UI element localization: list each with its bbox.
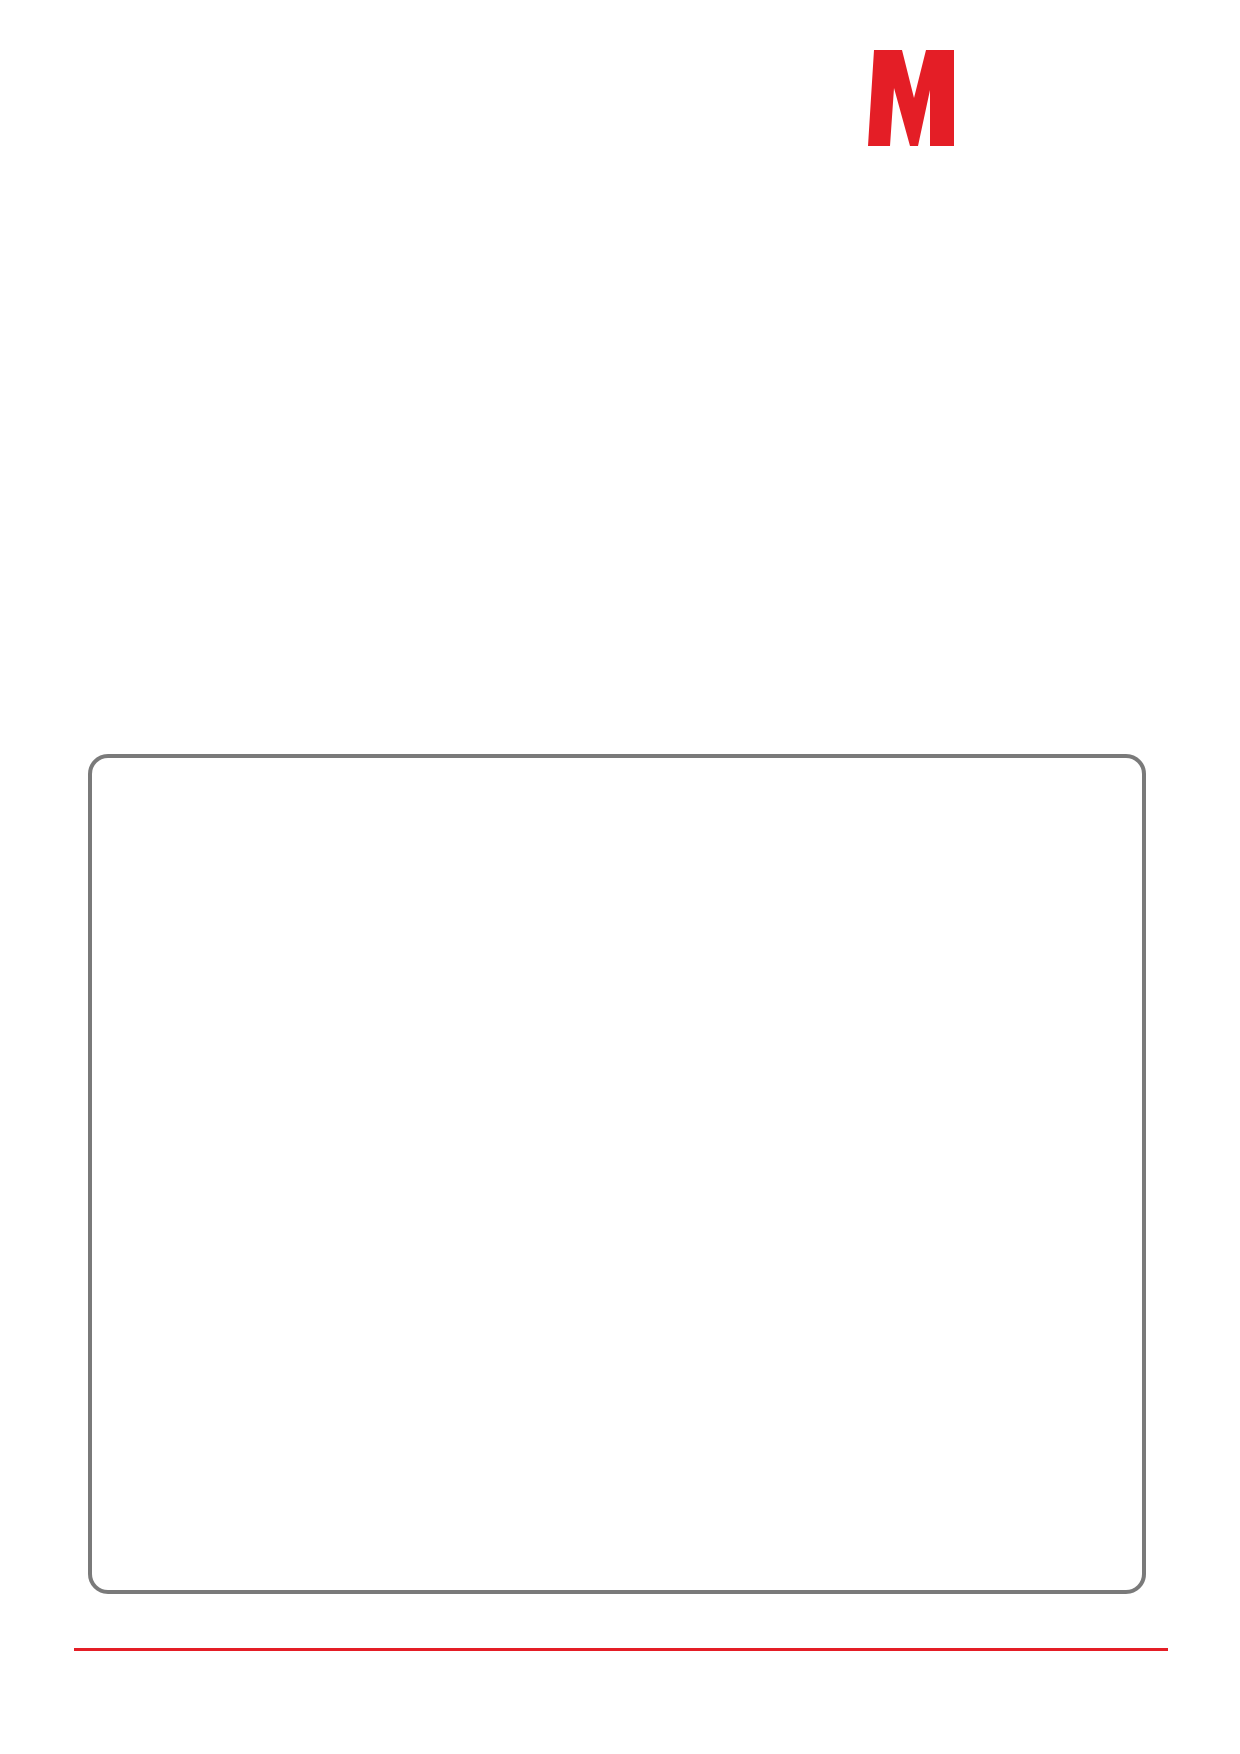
cap-point-1-list xyxy=(106,873,1136,912)
metro-bank-logo xyxy=(868,50,1130,148)
cap-point-2-list xyxy=(106,970,1136,1028)
compensation-info-box xyxy=(88,754,1146,1594)
cap-point-1 xyxy=(106,835,1136,854)
list-item xyxy=(106,893,1136,912)
list-item xyxy=(106,1008,1136,1027)
cap-point-2 xyxy=(106,931,1136,950)
metro-bank-logo-mark xyxy=(868,50,1130,148)
list-item xyxy=(106,970,1136,989)
list-item xyxy=(106,873,1136,892)
logo-m-mark xyxy=(868,50,954,146)
list-item xyxy=(106,989,1136,1008)
list-item xyxy=(106,1066,1136,1085)
cap-section xyxy=(106,835,1136,854)
list-item xyxy=(106,1085,1136,1104)
cap-point-2-line xyxy=(106,931,1136,950)
not-enough-money-options xyxy=(106,1066,1136,1105)
footer-divider xyxy=(74,1648,1168,1651)
